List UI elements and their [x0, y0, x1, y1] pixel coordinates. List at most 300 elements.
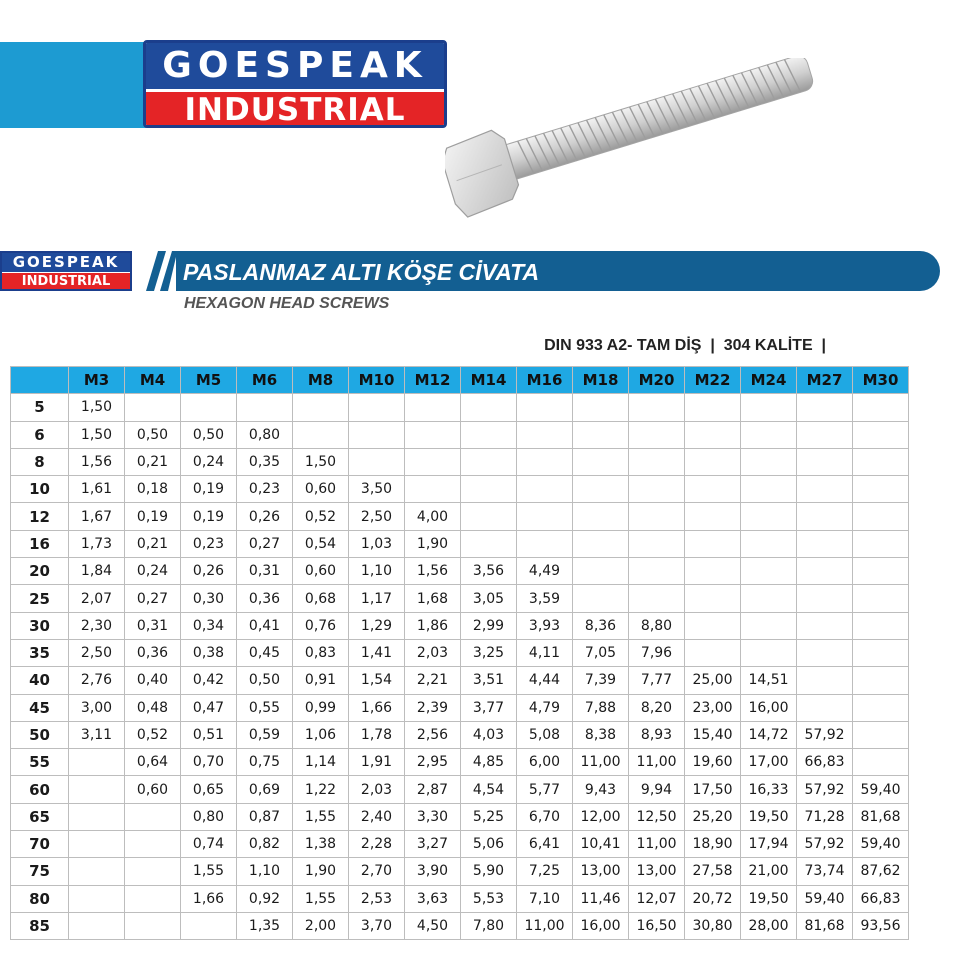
table-cell: 1,56	[69, 448, 125, 475]
table-cell	[853, 694, 909, 721]
table-cell: 6,70	[517, 803, 573, 830]
table-cell: 0,21	[125, 530, 181, 557]
row-length-label: 35	[11, 639, 69, 666]
table-cell: 1,66	[181, 885, 237, 912]
table-cell: 0,92	[237, 885, 293, 912]
table-cell: 7,05	[573, 639, 629, 666]
table-cell: 13,00	[629, 858, 685, 885]
table-cell: 3,70	[349, 912, 405, 939]
table-cell	[797, 639, 853, 666]
table-cell	[69, 858, 125, 885]
table-cell: 30,80	[685, 912, 741, 939]
column-header-m18: M18	[573, 367, 629, 394]
table-cell: 0,55	[237, 694, 293, 721]
table-row	[11, 558, 909, 585]
table-cell	[573, 558, 629, 585]
brand-logo	[143, 40, 447, 128]
table-cell	[797, 421, 853, 448]
table-cell: 2,39	[405, 694, 461, 721]
row-length-label: 75	[11, 858, 69, 885]
table-corner-cell	[11, 367, 69, 394]
table-cell	[797, 476, 853, 503]
table-cell: 0,27	[237, 530, 293, 557]
table-cell	[853, 585, 909, 612]
table-cell: 1,29	[349, 612, 405, 639]
table-cell: 8,36	[573, 612, 629, 639]
table-cell	[685, 476, 741, 503]
table-cell: 4,03	[461, 721, 517, 748]
table-cell: 81,68	[797, 912, 853, 939]
table-cell: 0,87	[237, 803, 293, 830]
row-length-label: 50	[11, 721, 69, 748]
table-cell: 25,20	[685, 803, 741, 830]
weight-table	[10, 366, 909, 940]
row-length-label: 5	[11, 394, 69, 421]
page-subtitle: HEXAGON HEAD SCREWS	[184, 295, 390, 312]
table-cell: 19,50	[741, 885, 797, 912]
table-cell: 1,14	[293, 749, 349, 776]
table-cell: 2,87	[405, 776, 461, 803]
table-cell: 0,34	[181, 612, 237, 639]
table-cell: 6,00	[517, 749, 573, 776]
table-cell	[797, 667, 853, 694]
table-cell: 2,56	[405, 721, 461, 748]
table-cell: 7,88	[573, 694, 629, 721]
table-cell: 0,26	[237, 503, 293, 530]
table-cell: 11,00	[629, 831, 685, 858]
table-cell: 0,64	[125, 749, 181, 776]
table-row	[11, 776, 909, 803]
table-cell: 11,00	[573, 749, 629, 776]
table-cell: 7,96	[629, 639, 685, 666]
row-length-label: 12	[11, 503, 69, 530]
table-cell	[629, 448, 685, 475]
table-row	[11, 530, 909, 557]
table-cell	[293, 394, 349, 421]
table-cell: 0,23	[181, 530, 237, 557]
table-cell	[573, 448, 629, 475]
table-cell: 19,50	[741, 803, 797, 830]
table-cell: 1,56	[405, 558, 461, 585]
table-cell: 3,90	[405, 858, 461, 885]
table-cell	[69, 912, 125, 939]
table-cell: 0,80	[237, 421, 293, 448]
table-cell: 28,00	[741, 912, 797, 939]
table-cell: 16,33	[741, 776, 797, 803]
table-cell	[685, 558, 741, 585]
table-cell	[741, 394, 797, 421]
table-cell: 0,50	[125, 421, 181, 448]
table-cell: 20,72	[685, 885, 741, 912]
table-cell: 0,38	[181, 639, 237, 666]
table-cell	[461, 421, 517, 448]
table-cell: 5,90	[461, 858, 517, 885]
table-cell: 0,21	[125, 448, 181, 475]
table-cell: 0,24	[181, 448, 237, 475]
table-cell: 0,40	[125, 667, 181, 694]
table-cell: 0,36	[125, 639, 181, 666]
table-cell: 1,17	[349, 585, 405, 612]
table-cell: 17,00	[741, 749, 797, 776]
table-cell: 12,07	[629, 885, 685, 912]
column-header-m3: M3	[69, 367, 125, 394]
table-cell	[69, 831, 125, 858]
brand-logo-small-line2: INDUSTRIAL	[2, 272, 130, 290]
table-cell: 4,44	[517, 667, 573, 694]
table-cell	[797, 530, 853, 557]
column-header-m16: M16	[517, 367, 573, 394]
table-cell: 2,07	[69, 585, 125, 612]
table-cell	[685, 503, 741, 530]
table-cell: 1,61	[69, 476, 125, 503]
table-cell: 1,50	[293, 448, 349, 475]
table-cell: 13,00	[573, 858, 629, 885]
table-cell	[797, 394, 853, 421]
column-header-m22: M22	[685, 367, 741, 394]
column-header-m14: M14	[461, 367, 517, 394]
table-cell: 0,59	[237, 721, 293, 748]
table-cell: 59,40	[853, 776, 909, 803]
column-header-m20: M20	[629, 367, 685, 394]
table-cell: 1,90	[293, 858, 349, 885]
table-cell	[405, 394, 461, 421]
table-cell: 5,77	[517, 776, 573, 803]
table-cell: 57,92	[797, 776, 853, 803]
table-cell	[349, 394, 405, 421]
table-cell	[573, 503, 629, 530]
table-cell	[237, 394, 293, 421]
table-cell	[461, 503, 517, 530]
table-cell: 0,27	[125, 585, 181, 612]
table-cell	[853, 448, 909, 475]
table-cell: 0,19	[125, 503, 181, 530]
row-length-label: 65	[11, 803, 69, 830]
table-cell: 5,06	[461, 831, 517, 858]
table-cell: 0,70	[181, 749, 237, 776]
table-cell	[741, 421, 797, 448]
table-cell: 57,92	[797, 721, 853, 748]
table-row	[11, 912, 909, 939]
table-cell: 0,82	[237, 831, 293, 858]
table-cell: 25,00	[685, 667, 741, 694]
table-cell: 0,51	[181, 721, 237, 748]
table-cell: 0,65	[181, 776, 237, 803]
table-cell	[797, 558, 853, 585]
table-cell: 2,21	[405, 667, 461, 694]
table-cell: 1,10	[349, 558, 405, 585]
table-cell: 0,50	[237, 667, 293, 694]
row-length-label: 25	[11, 585, 69, 612]
row-length-label: 55	[11, 749, 69, 776]
table-cell	[853, 476, 909, 503]
table-cell: 8,93	[629, 721, 685, 748]
hex-bolt-image	[445, 58, 835, 228]
table-cell	[741, 639, 797, 666]
table-cell	[405, 476, 461, 503]
table-cell: 1,90	[405, 530, 461, 557]
table-cell: 0,83	[293, 639, 349, 666]
table-cell	[517, 448, 573, 475]
table-cell	[853, 421, 909, 448]
table-cell: 66,83	[853, 885, 909, 912]
table-cell: 3,00	[69, 694, 125, 721]
brand-logo-small-line1: GOESPEAK	[2, 253, 130, 272]
table-cell	[741, 585, 797, 612]
table-cell: 3,93	[517, 612, 573, 639]
table-cell: 4,11	[517, 639, 573, 666]
table-cell: 0,19	[181, 476, 237, 503]
table-cell: 0,45	[237, 639, 293, 666]
table-cell: 0,60	[293, 558, 349, 585]
table-cell	[629, 421, 685, 448]
table-cell	[69, 803, 125, 830]
table-cell: 1,73	[69, 530, 125, 557]
table-cell: 7,10	[517, 885, 573, 912]
table-cell: 23,00	[685, 694, 741, 721]
top-accent-band	[0, 42, 150, 128]
table-cell: 0,31	[125, 612, 181, 639]
table-cell: 0,54	[293, 530, 349, 557]
table-cell: 0,18	[125, 476, 181, 503]
row-length-label: 85	[11, 912, 69, 939]
table-row	[11, 858, 909, 885]
brand-logo-line1: GOESPEAK	[146, 43, 444, 89]
table-cell: 2,95	[405, 749, 461, 776]
table-cell: 0,99	[293, 694, 349, 721]
table-cell	[797, 612, 853, 639]
table-cell	[797, 694, 853, 721]
table-cell: 93,56	[853, 912, 909, 939]
table-cell	[125, 803, 181, 830]
table-cell: 10,41	[573, 831, 629, 858]
table-cell: 5,08	[517, 721, 573, 748]
table-cell	[853, 721, 909, 748]
table-cell: 1,50	[69, 421, 125, 448]
table-cell: 2,50	[349, 503, 405, 530]
row-length-label: 8	[11, 448, 69, 475]
table-cell	[741, 530, 797, 557]
table-cell: 57,92	[797, 831, 853, 858]
table-cell: 16,00	[741, 694, 797, 721]
table-cell: 1,84	[69, 558, 125, 585]
table-cell: 1,55	[293, 803, 349, 830]
table-cell: 9,94	[629, 776, 685, 803]
table-cell: 7,77	[629, 667, 685, 694]
table-cell	[349, 448, 405, 475]
table-cell	[125, 885, 181, 912]
table-cell: 2,50	[69, 639, 125, 666]
table-cell: 1,68	[405, 585, 461, 612]
table-cell: 5,53	[461, 885, 517, 912]
table-cell	[69, 776, 125, 803]
table-cell	[685, 421, 741, 448]
table-cell	[125, 858, 181, 885]
table-cell: 19,60	[685, 749, 741, 776]
table-cell: 11,00	[517, 912, 573, 939]
table-cell	[461, 394, 517, 421]
table-row	[11, 503, 909, 530]
table-cell: 17,94	[741, 831, 797, 858]
table-cell	[797, 503, 853, 530]
table-cell: 1,03	[349, 530, 405, 557]
brand-logo-line2: INDUSTRIAL	[146, 90, 444, 128]
table-cell: 1,67	[69, 503, 125, 530]
table-cell: 59,40	[853, 831, 909, 858]
row-length-label: 80	[11, 885, 69, 912]
table-cell: 0,74	[181, 831, 237, 858]
table-cell: 0,52	[125, 721, 181, 748]
table-cell: 14,72	[741, 721, 797, 748]
table-cell: 0,69	[237, 776, 293, 803]
table-cell: 0,24	[125, 558, 181, 585]
table-cell	[685, 530, 741, 557]
table-cell: 6,41	[517, 831, 573, 858]
table-cell	[741, 558, 797, 585]
table-cell: 15,40	[685, 721, 741, 748]
table-cell	[685, 639, 741, 666]
table-cell	[629, 476, 685, 503]
table-cell: 8,38	[573, 721, 629, 748]
table-cell: 1,38	[293, 831, 349, 858]
table-cell: 1,86	[405, 612, 461, 639]
table-cell	[685, 394, 741, 421]
spec-line: DIN 933 A2- TAM DİŞ | 304 KALİTE |	[544, 337, 826, 354]
column-header-m6: M6	[237, 367, 293, 394]
column-header-m4: M4	[125, 367, 181, 394]
table-cell	[629, 585, 685, 612]
table-cell: 3,50	[349, 476, 405, 503]
table-cell	[741, 448, 797, 475]
table-cell: 0,50	[181, 421, 237, 448]
table-cell: 3,59	[517, 585, 573, 612]
table-cell	[181, 394, 237, 421]
table-cell: 2,70	[349, 858, 405, 885]
table-cell: 14,51	[741, 667, 797, 694]
column-header-m12: M12	[405, 367, 461, 394]
table-cell	[629, 558, 685, 585]
table-cell: 17,50	[685, 776, 741, 803]
table-cell: 0,26	[181, 558, 237, 585]
table-cell	[797, 448, 853, 475]
table-cell	[573, 421, 629, 448]
column-header-m5: M5	[181, 367, 237, 394]
table-cell: 2,40	[349, 803, 405, 830]
table-row	[11, 667, 909, 694]
table-cell	[69, 885, 125, 912]
table-row	[11, 721, 909, 748]
table-cell: 4,49	[517, 558, 573, 585]
table-body	[11, 394, 909, 940]
table-cell: 3,27	[405, 831, 461, 858]
row-length-label: 20	[11, 558, 69, 585]
table-row	[11, 749, 909, 776]
table-row	[11, 639, 909, 666]
table-cell: 9,43	[573, 776, 629, 803]
table-row	[11, 585, 909, 612]
table-cell	[741, 612, 797, 639]
table-cell	[461, 530, 517, 557]
table-cell: 66,83	[797, 749, 853, 776]
table-cell	[741, 503, 797, 530]
table-cell: 8,20	[629, 694, 685, 721]
table-cell: 27,58	[685, 858, 741, 885]
table-cell: 0,41	[237, 612, 293, 639]
table-cell: 2,99	[461, 612, 517, 639]
column-header-m24: M24	[741, 367, 797, 394]
brand-logo-small	[0, 251, 132, 291]
table-cell: 4,00	[405, 503, 461, 530]
table-cell: 3,56	[461, 558, 517, 585]
column-header-m10: M10	[349, 367, 405, 394]
table-row	[11, 476, 909, 503]
table-cell: 1,35	[237, 912, 293, 939]
table-cell	[461, 448, 517, 475]
table-row	[11, 803, 909, 830]
table-cell: 3,11	[69, 721, 125, 748]
row-length-label: 60	[11, 776, 69, 803]
table-cell: 5,25	[461, 803, 517, 830]
table-cell	[853, 394, 909, 421]
column-header-m30: M30	[853, 367, 909, 394]
table-row	[11, 694, 909, 721]
table-cell: 1,66	[349, 694, 405, 721]
column-header-m27: M27	[797, 367, 853, 394]
table-cell: 0,31	[237, 558, 293, 585]
table-cell: 1,55	[293, 885, 349, 912]
table-cell: 12,00	[573, 803, 629, 830]
table-cell: 0,47	[181, 694, 237, 721]
table-cell: 2,30	[69, 612, 125, 639]
table-cell	[685, 612, 741, 639]
table-cell: 0,76	[293, 612, 349, 639]
table-cell: 73,74	[797, 858, 853, 885]
table-cell: 0,75	[237, 749, 293, 776]
table-row	[11, 831, 909, 858]
table-cell	[405, 421, 461, 448]
table-row	[11, 612, 909, 639]
header-slash-decoration	[132, 251, 176, 291]
table-cell	[125, 831, 181, 858]
table-cell	[853, 503, 909, 530]
table-cell: 4,54	[461, 776, 517, 803]
table-cell	[69, 749, 125, 776]
table-cell: 59,40	[797, 885, 853, 912]
table-cell: 2,28	[349, 831, 405, 858]
table-cell: 1,10	[237, 858, 293, 885]
table-cell: 87,62	[853, 858, 909, 885]
table-cell	[405, 448, 461, 475]
table-cell: 7,25	[517, 858, 573, 885]
table-cell: 11,00	[629, 749, 685, 776]
table-cell: 0,35	[237, 448, 293, 475]
table-cell: 16,50	[629, 912, 685, 939]
table-cell	[629, 530, 685, 557]
table-cell: 0,48	[125, 694, 181, 721]
table-cell: 1,54	[349, 667, 405, 694]
table-cell: 2,00	[293, 912, 349, 939]
table-cell: 16,00	[573, 912, 629, 939]
table-cell: 0,23	[237, 476, 293, 503]
column-header-m8: M8	[293, 367, 349, 394]
row-length-label: 40	[11, 667, 69, 694]
table-cell: 3,77	[461, 694, 517, 721]
table-cell	[629, 394, 685, 421]
table-cell: 1,55	[181, 858, 237, 885]
table-cell	[517, 530, 573, 557]
table-cell: 0,91	[293, 667, 349, 694]
table-row	[11, 885, 909, 912]
table-cell	[685, 448, 741, 475]
